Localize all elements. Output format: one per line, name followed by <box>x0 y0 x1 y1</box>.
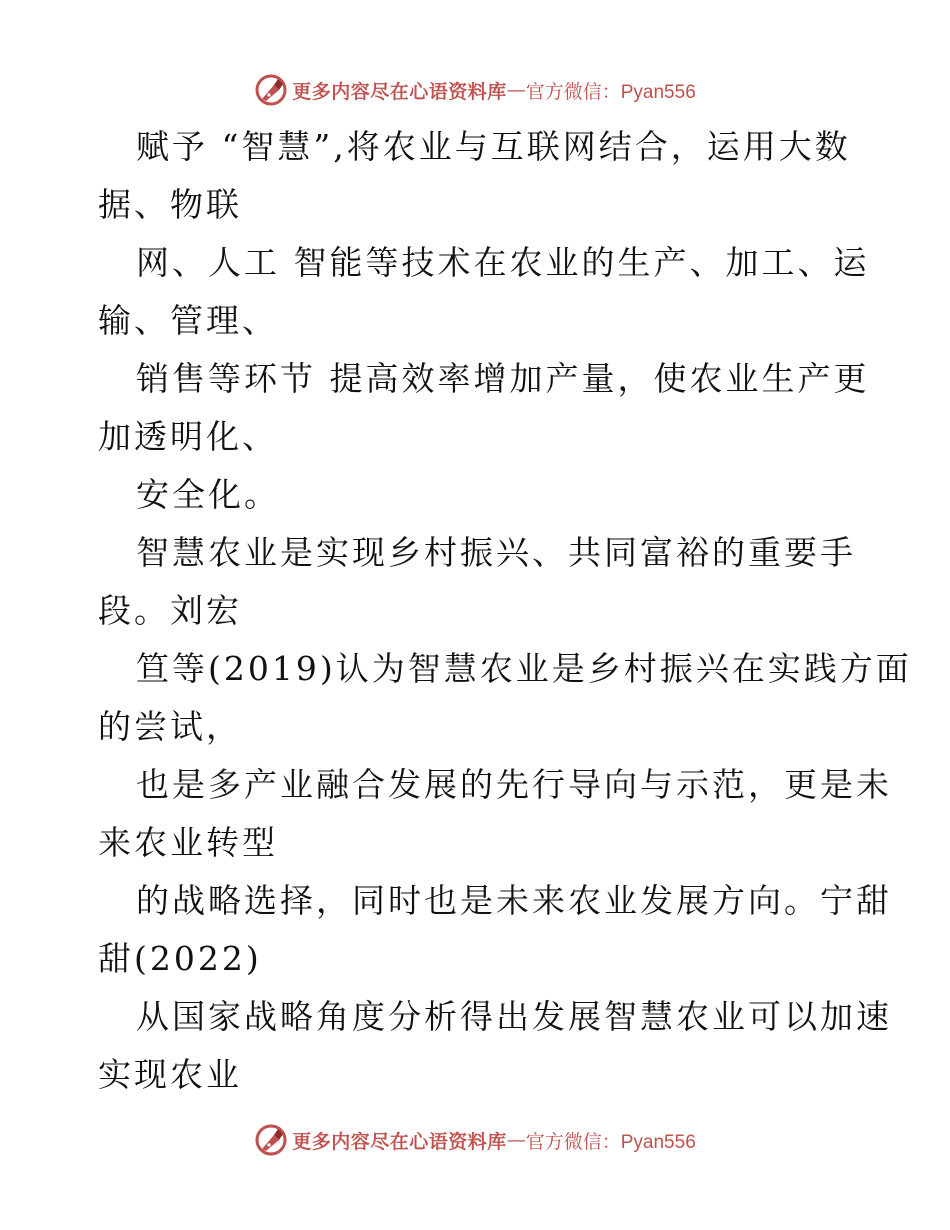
text-line: 赋予 “智慧”,将农业与互联网结合，运用大数 <box>136 127 851 166</box>
text-line: 的战略选择，同时也是未来农业发展方向。宁甜 <box>136 881 892 920</box>
pen-nib-logo-icon <box>254 1123 288 1157</box>
text-line: 据、物联 <box>98 185 242 224</box>
text-line: 的尝试， <box>98 707 242 746</box>
text-line: 甜(2022) <box>98 939 262 978</box>
text-line: 段。刘宏 <box>98 591 242 630</box>
text-line: 实现农业 <box>98 1055 242 1094</box>
pen-nib-logo-icon <box>254 73 288 107</box>
banner-brand-text: 更多内容尽在心语资料库 <box>292 80 507 103</box>
text-line: 来农业转型 <box>98 823 278 862</box>
text-line: 安全化。 <box>136 475 280 514</box>
text-line: 从国家战略角度分析得出发展智慧农业可以加速 <box>136 997 892 1036</box>
footer-banner <box>0 1120 950 1160</box>
text-line: 笪等(2019)认为智慧农业是乡村振兴在实践方面 <box>136 649 912 688</box>
text-line: 智慧农业是实现乡村振兴、共同富裕的重要手 <box>136 533 856 572</box>
body-text <box>98 118 912 1104</box>
banner-dash: — <box>506 79 526 101</box>
banner-wechat-text: 官方微信：Pyan556 <box>525 81 696 103</box>
text-line: 网、人工 智能等技术在农业的生产、加工、运 <box>136 243 870 282</box>
header-banner <box>0 70 950 110</box>
text-line: 销售等环节 提高效率增加产量，使农业生产更 <box>136 359 870 398</box>
banner-dash: — <box>506 1129 526 1151</box>
text-line: 加透明化、 <box>98 417 278 456</box>
text-line: 也是多产业融合发展的先行导向与示范，更是未 <box>136 765 892 804</box>
text-line: 输、管理、 <box>98 301 278 340</box>
banner-wechat-text: 官方微信：Pyan556 <box>525 1131 696 1153</box>
banner-brand-text: 更多内容尽在心语资料库 <box>292 1130 507 1153</box>
